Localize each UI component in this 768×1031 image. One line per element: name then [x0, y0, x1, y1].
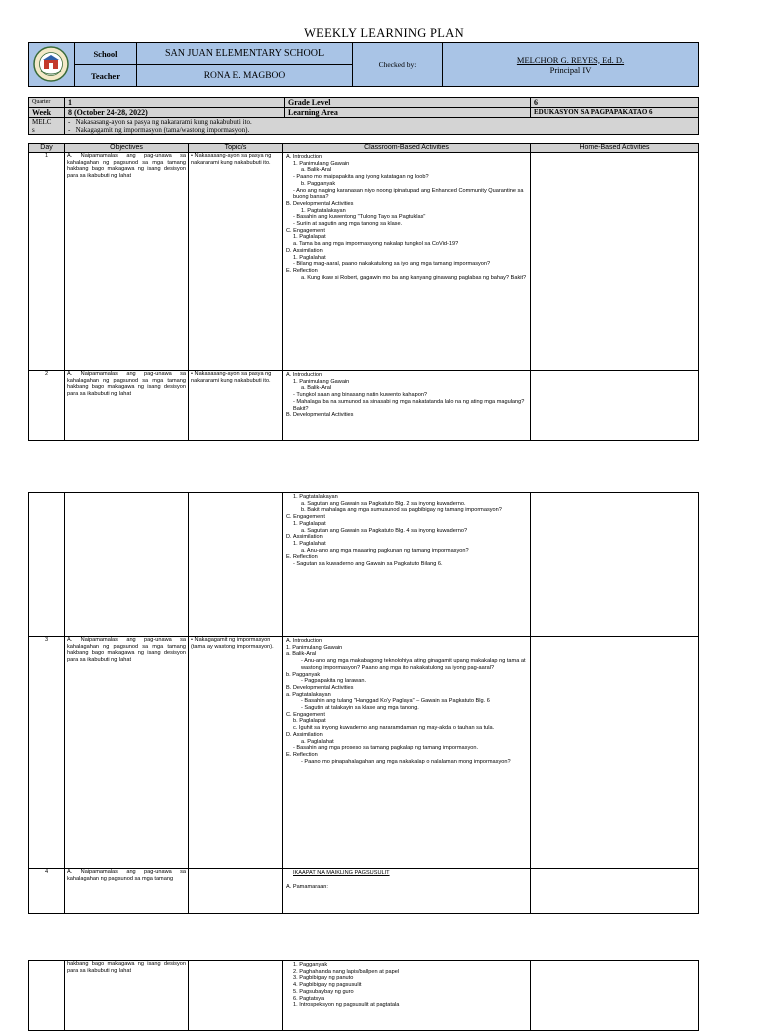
activity-line: - Paano mo pinapahalagahan ang mga nakakalap o nalalaman mong impormasyon?	[301, 758, 511, 765]
table-row	[29, 961, 699, 1031]
activity-line: D. Assimilation	[286, 534, 323, 541]
grade-label: Grade Level	[285, 98, 531, 108]
activity-line: B. Developmental Activities	[286, 684, 354, 691]
day-number: 2	[29, 371, 65, 441]
week-label: Week	[29, 108, 65, 118]
home-activities	[531, 869, 699, 914]
day-number: 3	[29, 637, 65, 869]
column-header-day: Day	[29, 144, 65, 153]
activity-line: a. Balik-Aral	[301, 167, 332, 174]
column-header-classroom: Classroom-Based Activities	[283, 144, 531, 153]
column-header-objectives: Objectives	[65, 144, 189, 153]
activity-line: b. Pagganyak	[286, 671, 321, 678]
day-number	[29, 493, 65, 637]
activity-line: a. Kung ikaw si Robert, gagawin mo ba ang kanyang ginawang paglabas ng bahay? Bakit?	[301, 274, 527, 281]
school-label: School	[75, 43, 137, 65]
activity-line: 2. Paghahanda nang lapis/ballpen at papel	[293, 968, 400, 975]
activity-line: 6. Pagtatsya	[293, 995, 325, 1002]
procedure-label: A. Pamamaraan:	[286, 883, 328, 890]
teacher-label: Teacher	[75, 65, 137, 87]
activity-line: E. Reflection	[286, 554, 318, 561]
activity-line: E. Reflection	[286, 751, 318, 758]
column-header-topics: Topic/s	[189, 144, 283, 153]
plan-info-table: Quarter 1 Grade Level 6 Week 8 (October 24-28, 2022) Learning Area EDUKASYON SA PAGPAPAKATAO 6 MELC s - Nakasasang-ayon sa pasya ng nakararami kung nakabubuti ito. - Nakagagamit ng impormasyon (tama/wastong impormasyon).	[28, 97, 699, 135]
checked-by-label: Checked by:	[353, 43, 443, 87]
table-row	[29, 493, 699, 637]
activity-line: C. Engagement	[286, 514, 325, 521]
activity-line: 1. Paglalapat	[293, 520, 326, 527]
activity-line: a. Balik-Aral	[301, 385, 332, 392]
melc-item: Nakagagamit ng impormasyon (tama/wastong impormasyon).	[75, 126, 250, 134]
topic-text: Nakasasang-ayon sa pasya ng nakararami kung nakabubuti ito.	[191, 371, 272, 384]
document-title: WEEKLY LEARNING PLAN	[304, 26, 464, 40]
activity-line: 1. Panimulang Gawain	[286, 644, 343, 651]
topic-bullet-icon: •	[191, 153, 193, 159]
activity-line: a. Anu-ano ang mga maaaring pagkunan ng tamang impormasyon?	[301, 547, 469, 554]
learning-area-label: Learning Area	[285, 108, 531, 118]
week-value: 8 (October 24-28, 2022)	[65, 108, 285, 118]
activity-line: - Anu-ano ang mga makabagong teknolohiya ating ginagamit upang makakalap ng tama at wastong impormasyon? Paano ang mga ito nakakatulong sa iyong pag-aaral?	[301, 658, 526, 671]
grade-value: 6	[531, 98, 699, 108]
activity-line: 1. Paglalahat	[293, 254, 326, 261]
melc-label-suffix: s	[32, 126, 35, 134]
topic-text	[189, 493, 283, 637]
activity-line: 1. Paglalahat	[293, 540, 326, 547]
table-row	[29, 153, 699, 371]
topic-text: Nakagagamit ng impormasyon (tama ay wastong impormasyon).	[191, 637, 274, 650]
activity-line: b. Paglalapat	[293, 718, 326, 725]
topic-bullet-icon: •	[191, 637, 193, 643]
activity-line: - Sagutin at talakayin sa klase ang mga tanong.	[301, 705, 419, 712]
activity-line: C. Engagement	[286, 711, 325, 718]
activity-line: a. Balik-Aral	[286, 651, 317, 658]
activity-line: b. Bakit mahalaga ang mga sumusunod sa pagbibigay ng tamang impormasyon?	[301, 507, 502, 514]
objective-text: A. Naipamamalas ang pag-unawa sa kahalagahan ng pagsunod sa mga tamang hakbang bago makagawa ng isang desisyon para sa ikabubuti ng lahat	[65, 371, 189, 441]
activity-line: 1. Pagtatalakayan	[293, 494, 338, 500]
classroom-activities	[283, 371, 531, 441]
activity-line: A. Introduction	[286, 638, 323, 644]
activity-line: - Basahin ang kuwentong "Tulong Tayo sa Pagtuklas"	[293, 214, 426, 221]
classroom-activities	[283, 637, 531, 869]
teacher-name: RONA E. MAGBOO	[137, 65, 353, 87]
quarter-label: Quarter	[29, 98, 65, 108]
checker-title: Principal IV	[549, 64, 592, 75]
activity-line: - Basahin ang tulang "Hanggad Ko'y Paglaya" – Gawain sa Pagkatuto Blg. 6	[301, 698, 490, 705]
objective-text: A. Naipamamalas ang pag-unawa sa kahalagahan ng pagsunod sa mga tamang	[65, 869, 189, 914]
activity-line: A. Introduction	[286, 154, 323, 160]
home-activities	[531, 637, 699, 869]
school-name: SAN JUAN ELEMENTARY SCHOOL	[137, 43, 353, 65]
activity-line: - Sagutan sa kuwaderno ang Gawain sa Pagkatuto Bilang 6.	[293, 561, 443, 568]
activity-line: 4. Pagbibigay ng pagsusulit	[293, 982, 362, 989]
weekly-plan-table	[28, 143, 699, 441]
objective-text: hakbang bago makagawa ng isang desisyon para sa ikabubuti ng lahat	[65, 961, 189, 1031]
activity-line: 1. Paglalapat	[293, 234, 326, 241]
home-activities	[531, 371, 699, 441]
activity-line: D. Assimilation	[286, 731, 323, 738]
activity-line: a. Pagtatalakayan	[286, 691, 331, 698]
weekly-plan-table-continued-2	[28, 960, 699, 1031]
activity-line: E. Reflection	[286, 267, 318, 274]
objective-text: A. Naipamamalas ang pag-unawa sa kahalagahan ng pagsunod sa mga tamang hakbang bago makagawa ng isang desisyon para sa ikabubuti ng lahat	[65, 153, 189, 371]
topic-text: Nakasasang-ayon sa pasya ng nakararami kung nakabubuti ito.	[191, 153, 272, 166]
activity-line: - Mahalaga ba na sumunod sa sinasabi ng mga nakatatanda lalo na ng ating mga magulang? Bakit?	[293, 398, 525, 412]
table-row	[29, 869, 699, 914]
activity-line: - Suriin at sagutin ang mga tanong sa klase.	[293, 221, 403, 228]
objective-text	[65, 493, 189, 637]
activity-line: D. Assimilation	[286, 247, 323, 254]
topic-bullet-icon: •	[191, 371, 193, 377]
activity-line: - Basahin ang mga proseso sa tamang pagkalap ng tamang impormasyon.	[293, 745, 479, 752]
topic-text	[189, 869, 283, 914]
activity-line: c. Iguhit sa inyong kuwaderno ang nararamdaman ng may-akda o tauhan sa tula.	[293, 725, 495, 732]
activity-line: a. Tama ba ang mga impormasyong nakalap tungkol sa CoVid-19?	[293, 241, 459, 248]
objective-text: A. Naipamamalas ang pag-unawa sa kahalagahan ng pagsunod sa mga tamang hakbang bago makagawa ng isang desisyon para sa ikabubuti ng lahat	[65, 637, 189, 869]
melc-item: Nakasasang-ayon sa pasya ng nakararami kung nakabubuti ito.	[75, 118, 252, 126]
melc-label: MELC	[32, 118, 52, 126]
activity-line: B. Developmental Activities	[286, 200, 354, 207]
activity-line: - Paano mo maipapakita ang iyong katatagan ng loob?	[293, 174, 429, 181]
topic-text	[189, 961, 283, 1031]
day-number: 4	[29, 869, 65, 914]
activity-line: 3. Pagbibigay ng panuto	[293, 975, 354, 982]
activity-line: a. Sagutan ang Gawain sa Pagkatuto Blg. 4 sa inyong kuwaderno?	[301, 527, 468, 534]
day-number	[29, 961, 65, 1031]
home-activities	[531, 493, 699, 637]
activity-line: B. Developmental Activities	[286, 412, 354, 419]
activity-line: 1. Introspeksyon ng pagsusulit at pagtatala	[293, 1002, 400, 1009]
column-header-home: Home-Based Activities	[531, 144, 699, 153]
activity-line: - Ano ang naging karanasan niyo noong ipinatupad ang Enhanced Community Quarantine sa buong bansa?	[293, 187, 524, 201]
home-activities	[531, 153, 699, 371]
activity-line: 1. Panimulang Gawain	[293, 160, 350, 167]
activity-line: - Pagpapakita ng larawan.	[301, 678, 366, 685]
classroom-activities	[283, 153, 531, 371]
weekly-plan-table-continued	[28, 492, 699, 914]
activity-line: A. Introduction	[286, 372, 323, 378]
home-activities	[531, 961, 699, 1031]
quiz-heading: IKAAPAT NA MAIKLING PAGSUSULIT	[293, 870, 390, 876]
checker-name: MELCHOR G. REYES, Ed. D.	[516, 54, 625, 65]
day-number: 1	[29, 153, 65, 371]
table-row	[29, 637, 699, 869]
table-row	[29, 371, 699, 441]
classroom-activities	[283, 961, 531, 1031]
activity-line: 1. Panimulang Gawain	[293, 378, 350, 385]
activity-line: - Bilang mag-aaral, paano nakakatulong sa iyo ang mga tamang impormasyon?	[293, 261, 491, 268]
activity-line: 1. Pagganyak	[293, 962, 328, 968]
activity-line: 1. Pagtatalakayan	[301, 207, 346, 214]
activity-line: a. Sagutan ang Gawain sa Pagkatuto Blg. 2 sa inyong kuwaderno.	[301, 500, 466, 507]
learning-area-value: EDUKASYON SA PAGPAPAKATAO 6	[531, 108, 699, 118]
activity-line: b. Pagganyak	[301, 180, 336, 187]
school-header	[28, 42, 699, 87]
activity-line: a. Paglalahat	[301, 738, 334, 745]
school-seal-logo	[33, 46, 69, 82]
quarter-value: 1	[65, 98, 285, 108]
activity-line: - Tungkol saan ang binasang natin kuwento kahapon?	[293, 392, 428, 399]
activity-line: 5. Pagsubaybay ng guro	[293, 988, 354, 995]
classroom-activities	[283, 493, 531, 637]
activity-line: C. Engagement	[286, 227, 325, 234]
